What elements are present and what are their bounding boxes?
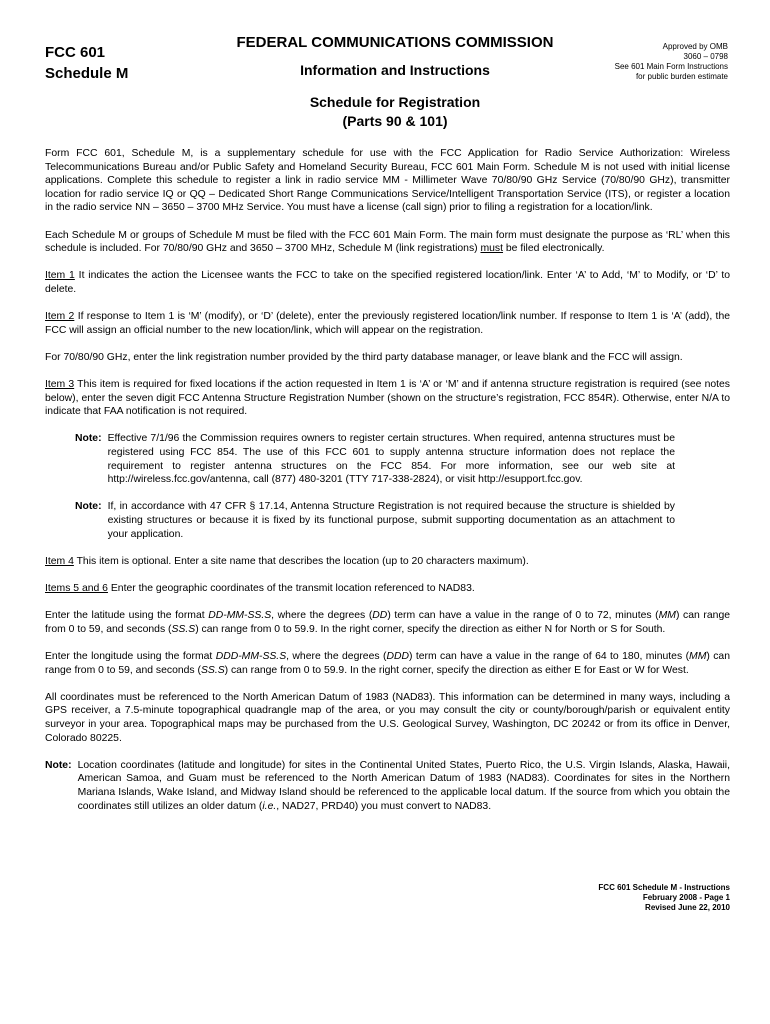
schedule-name: Schedule M xyxy=(45,65,129,82)
latitude-paragraph: Enter the latitude using the format DD-MM-SS.S, where the degrees (DD) term can have a value in the range of 0 to 72, minutes (MM) can range from 0 to 59, and seconds (SS.S) can range from 0 to 59.9. In the right corner, specify the direction as either N for North or S for South. xyxy=(45,610,730,635)
footer-form-title: FCC 601 Schedule M - Instructions xyxy=(598,883,730,892)
note-label: Note: xyxy=(75,501,102,513)
omb-line: 3060 – 0798 xyxy=(683,52,728,61)
note-label: Note: xyxy=(45,759,72,771)
longitude-paragraph: Enter the longitude using the format DDD-MM-SS.S, where the degrees (DDD) term can have a value in the range of 64 to 180, minutes (MM) can range from 0 to 59, and seconds (SS.S) can range from 0 to 59.9. In the right corner, specify the direction as either E for East or W for West. xyxy=(45,650,730,676)
omb-line: Approved by OMB xyxy=(662,42,728,51)
item3-paragraph: Item 3 This item is required for fixed locations if the action requested in Item 1 is ‘A’ or ‘M’ and if antenna structure registration is required (see notes below), enter the seven digit FCC Antenna Structure Registration Number (shown on the structure’s registration, FCC 854R). Otherwise, enter N/A to indicate that FAA notification is not required. xyxy=(45,379,731,418)
page-footer xyxy=(598,883,730,913)
item4-label: Item 4 xyxy=(45,555,74,567)
ghz-paragraph: For 70/80/90 GHz, enter the link registration number provided by the third party database manager, or leave blank and the FCC will assign. xyxy=(45,351,683,363)
datum-paragraph: All coordinates must be referenced to the North American Datum of 1983 (NAD83). This information can be determined in many ways, including a GPS receiver, a 7.5-minute topographical quadrangle map of the area, or you may consult the city or county/borough/parish or equivalent entity surveyor in your area. Topographical maps may be purchased from the U.S. Geological Survey, Washington, DC 20242 or from its office in Denver, Colorado 80225. xyxy=(45,691,730,744)
items56-label: Items 5 and 6 xyxy=(45,583,108,594)
filing-paragraph: Each Schedule M or groups of Schedule M must be filed with the FCC 601 Main Form. The main form must designate the purpose as ‘RL’ when this schedule is included. For 70/80/90 GHz and 3650 – 3700 MHz, Schedule M (link registrations) must be filed electronically. xyxy=(45,229,730,255)
schedule-title-parts: (Parts 90 & 101) xyxy=(342,113,448,129)
item2-paragraph: Item 2 If response to Item 1 is ‘M’ (modify), or ‘D’ (delete), enter the previously registered location/link number. If response to Item 1 is ‘A’ (add), the FCC will assign an official number to the new location/link, which will appear on the registration. xyxy=(45,311,730,336)
omb-line: See 601 Main Form Instructions xyxy=(614,62,728,71)
schedule-title xyxy=(0,93,770,131)
note-coordinates-datum xyxy=(45,759,730,813)
item3-label: Item 3 xyxy=(45,379,75,391)
footer-revised-date: Revised June 22, 2010 xyxy=(645,903,730,912)
instructions-body xyxy=(45,147,730,813)
form-number: FCC 601 xyxy=(45,44,106,61)
schedule-title-line: Schedule for Registration xyxy=(309,94,481,110)
agency-name: FEDERAL COMMUNICATIONS COMMISSION xyxy=(236,34,554,51)
intro-paragraph: Form FCC 601, Schedule M, is a supplementary schedule for use with the FCC Application for Radio Service Authorization: Wireless Telecommunications Bureau and/or Public Safety and Homeland Security Bureau, FCC 601 Main Form. Schedule M is not used with initial license applications. Complete this schedule to register a link in radio service MM - Millimeter Wave 70/80/90 GHz Service (70/80/90 GHz), transmitter location for radio service IQ or QQ – Dedicated Short Range Communications Service/Intelligent Transportation Service (ITS), or register a location in the radio service NN – 3650 – 3700 MHz Service. You must have a license (call sign) prior to filing a registration for a location/link. xyxy=(45,148,730,214)
note-text: Effective 7/1/96 the Commission requires owners to register certain structures. When required, antenna structures must be registered using FCC 854. The use of this FCC 601 to supply antenna structure information does not replace the requirement to register antenna structures on the FCC 854. For more information, see our web site at http://wireless.fcc.gov/antenna, call (877) 480-3201 (TTY 717-338-2824), or visit http://esupport.fcc.gov. xyxy=(107,433,675,486)
items56-paragraph: Items 5 and 6 Enter the geographic coordinates of the transmit location referenced to NAD83. xyxy=(45,583,475,594)
note-antenna-registration xyxy=(75,432,675,486)
note-text: If, in accordance with 47 CFR § 17.14, Antenna Structure Registration is not required because the structure is shielded by existing structures or because it is fixed by its functional purpose, submit supporting documentation as an attachment to your application. xyxy=(107,501,675,540)
omb-approval xyxy=(615,42,728,82)
item1-label: Item 1 xyxy=(45,270,75,282)
omb-line: for public burden estimate xyxy=(635,72,728,81)
note-label: Note: xyxy=(75,433,102,445)
note-text: Location coordinates (latitude and longitude) for sites in the Continental United States, Puerto Rico, the U.S. Virgin Islands, Alaska, Hawaii, American Samoa, and Guam must be referenced to the North American Datum of 1983 (NAD83). Coordinates for sites in the Northern Mariana Islands, Wake Island, and Midway Island should be referenced to the applicable local datum. If the source from which you obtain the coordinates still utilizes an older datum (i.e., NAD27, PRD40) you must convert to NAD83. xyxy=(77,759,730,812)
document-subtitle: Information and Instructions xyxy=(300,62,490,78)
item4-paragraph: Item 4 This item is optional. Enter a site name that describes the location (up to 20 characters maximum). xyxy=(45,555,529,567)
note-asr-not-required xyxy=(75,500,675,541)
must-emphasis: must xyxy=(480,243,504,255)
item1-paragraph: Item 1 It indicates the action the Licensee wants the FCC to take on the specified registered location/link. Enter ‘A’ to Add, ‘M’ to Modify, or ‘D’ to delete. xyxy=(45,270,731,295)
footer-page-date: February 2008 - Page 1 xyxy=(642,893,730,902)
item2-label: Item 2 xyxy=(45,311,75,323)
